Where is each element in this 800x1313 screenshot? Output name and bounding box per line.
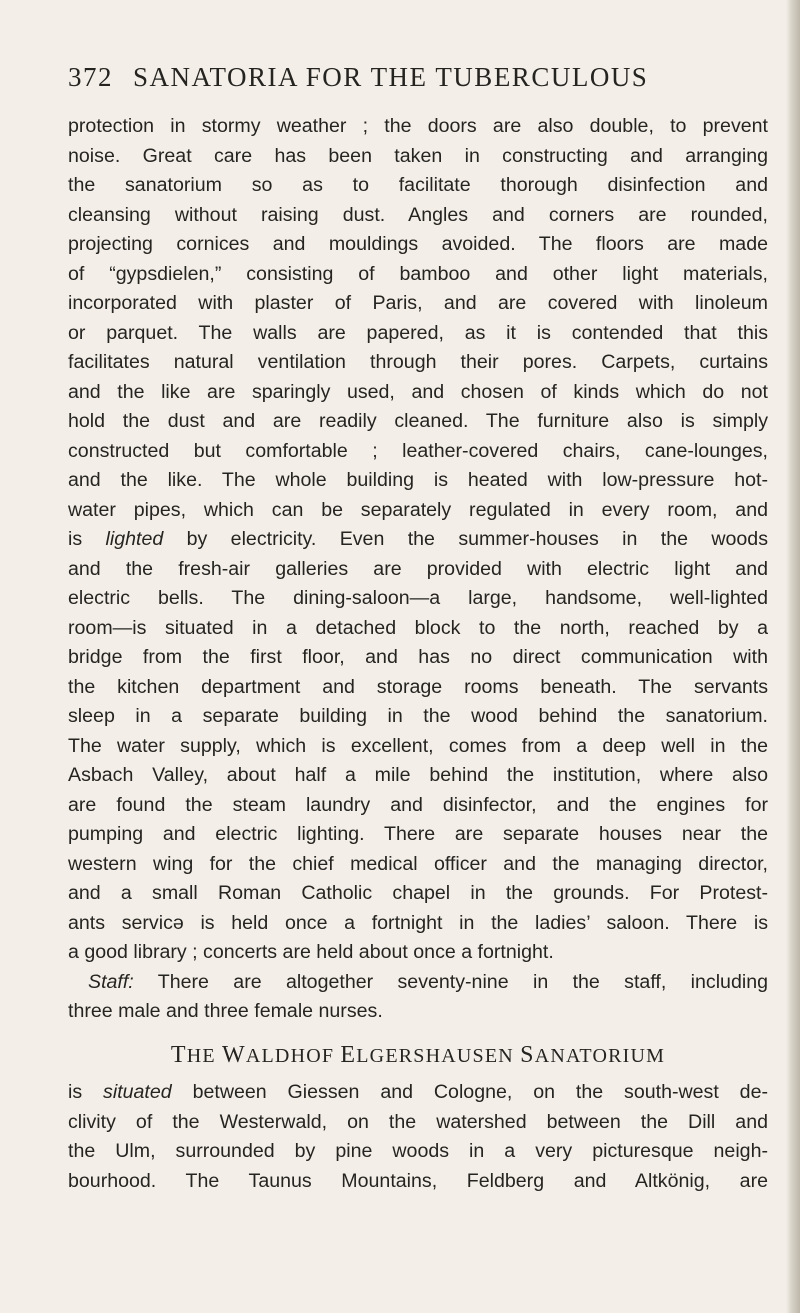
text-line: the sanatorium so as to facilitate thorough disinfection and <box>68 174 768 196</box>
text-line: and a small Roman Catholic chapel in the grounds. For Protest- <box>68 882 768 904</box>
text-line: bridge from the first floor, and has no direct communication with <box>68 646 768 668</box>
text-line: bourhood. The Taunus Mountains, Feldberg and Altkönig, are <box>68 1169 768 1192</box>
text-line: and the like. The whole building is heated with low-pressure hot- <box>68 469 768 491</box>
text-line: the Ulm, surrounded by pine woods in a very picturesque neigh- <box>68 1140 768 1162</box>
text-line: western wing for the chief medical officer and the managing director, <box>68 852 768 875</box>
heading-cap: W <box>222 1041 246 1068</box>
text-line: electric bells. The dining-saloon—a large, handsome, well-lighted <box>68 587 768 609</box>
text-line: facilitates natural ventilation through their pores. Carpets, curtains <box>68 351 768 373</box>
heading-rest: LGERSHAUSEN <box>356 1044 514 1067</box>
text-span: by electricity. Even the summer-houses in the woods <box>163 528 768 550</box>
text-line: and the fresh-air galleries are provided with electric light and <box>68 557 768 580</box>
text-line: noise. Great care has been taken in constructing and arranging <box>68 144 768 167</box>
text-span: is <box>68 528 106 550</box>
text-line: ants servicə is held once a fortnight in the ladies’ saloon. There is <box>68 911 768 934</box>
italic-text: situated <box>103 1081 172 1103</box>
text-span: between Giessen and Cologne, on the south-west de- <box>171 1081 768 1103</box>
text-line: Asbach Valley, about half a mile behind the institution, where also <box>68 764 768 786</box>
text-line: incorporated with plaster of Paris, and are covered with linoleum <box>68 292 768 314</box>
text-line: hold the dust and are readily cleaned. The furniture also is simply <box>68 410 768 432</box>
page-edge-shadow <box>786 0 800 1313</box>
italic-text: lighted <box>105 528 164 550</box>
heading-rest: HE <box>186 1044 216 1067</box>
heading-cap: S <box>520 1041 535 1068</box>
text-line: constructed but comfortable ; leather-covered chairs, cane-lounges, <box>68 439 768 462</box>
text-line: pumping and electric lighting. There are separate houses near the <box>68 823 768 845</box>
page-number: 372 <box>68 62 113 92</box>
text-line: room—is situated in a detached block to the north, reached by a <box>68 616 768 639</box>
text-span: is <box>68 1081 104 1103</box>
text-line: The water supply, which is excellent, comes from a deep well in the <box>68 734 768 757</box>
text-line: sleep in a separate building in the wood behind the sanatorium. <box>68 705 768 727</box>
running-header <box>68 62 788 93</box>
text-line: water pipes, which can be separately regulated in every room, and <box>68 498 768 521</box>
text-line: three male and three female nurses. <box>68 1000 383 1022</box>
heading-rest: ANATORIUM <box>534 1044 666 1067</box>
heading-rest: ALDHOF <box>245 1044 335 1067</box>
text-line: are found the steam laundry and disinfector, and the engines for <box>68 793 768 816</box>
text-line: a good library ; concerts are held about once a fortnight. <box>68 941 554 963</box>
text-line <box>68 525 768 555</box>
staff-paragraph <box>68 968 768 998</box>
staff-label: Staff: <box>88 970 134 993</box>
text-line: cleansing without raising dust. Angles and corners are rounded, <box>68 203 768 226</box>
running-title: SANATORIA FOR THE TUBERCULOUS <box>133 62 649 92</box>
text-line: the kitchen department and storage rooms beneath. The servants <box>68 675 768 698</box>
text-line <box>68 1078 768 1108</box>
text-line: and the like are sparingly used, and chosen of kinds which do not <box>68 380 768 403</box>
text-span: There are altogether seventy-nine in the staff, including <box>133 970 768 993</box>
text-line: or parquet. The walls are papered, as it is contended that this <box>68 321 768 344</box>
heading-cap: T <box>170 1041 187 1068</box>
text-line: of “gypsdielen,” consisting of bamboo and other light materials, <box>68 262 768 285</box>
heading-cap: E <box>340 1041 357 1068</box>
text-line: clivity of the Westerwald, on the watershed between the Dill and <box>68 1110 768 1133</box>
text-line: protection in stormy weather ; the doors are also double, to prevent <box>68 115 768 137</box>
text-line: projecting cornices and mouldings avoided. The floors are made <box>68 233 768 255</box>
body-text <box>68 112 768 1196</box>
section-heading <box>68 1041 768 1071</box>
